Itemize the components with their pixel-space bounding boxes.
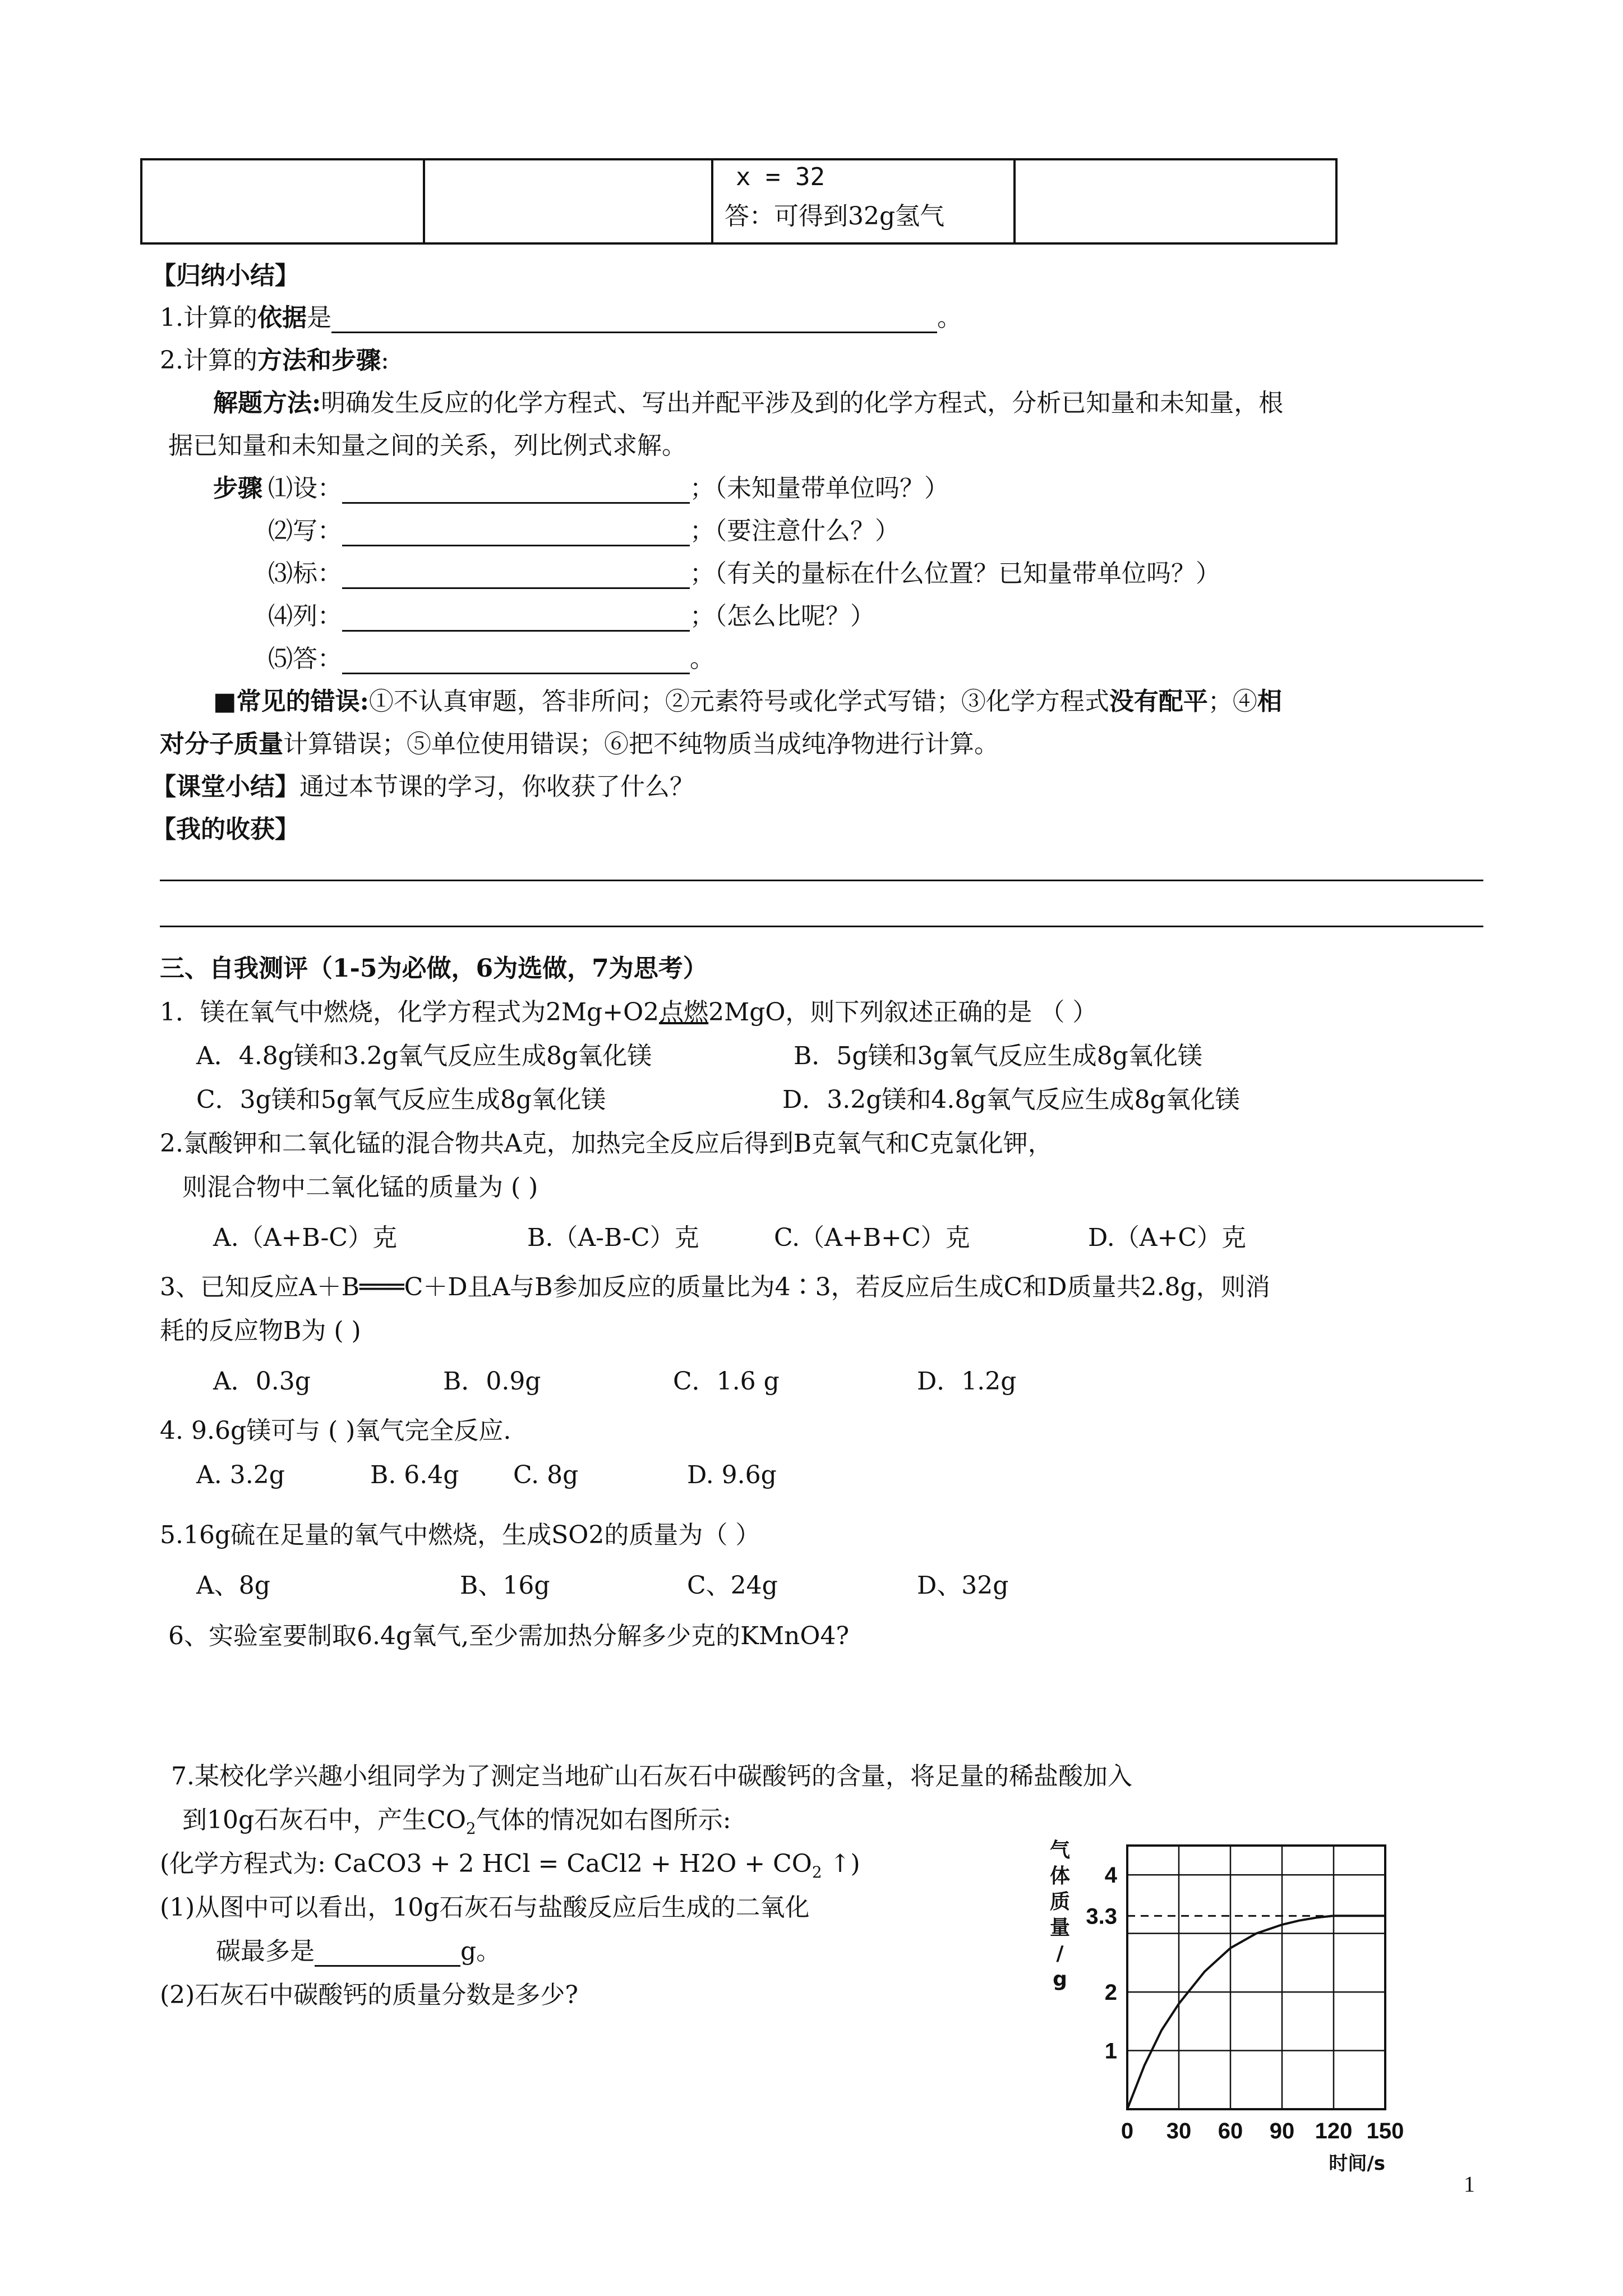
test-title: 三、自我测评（1-5为必做，6为选做，7为思考） bbox=[160, 954, 708, 983]
blank-line[interactable] bbox=[342, 602, 690, 632]
blank-line[interactable] bbox=[331, 303, 937, 333]
q7-sub1-line1: (1)从图中可以看出，10g石灰石与盐酸反应后生成的二氧化 bbox=[160, 1893, 810, 1922]
x-tick-label: 60 bbox=[1218, 2119, 1243, 2143]
table-answer-line1: x = 32 bbox=[736, 163, 825, 191]
errors-bold: 对分子质量 bbox=[160, 730, 283, 758]
co2-mass-chart bbox=[1043, 1834, 1436, 2175]
summary-q1-text2: 是 bbox=[306, 303, 331, 332]
y-tick-label: 1 bbox=[1104, 2039, 1117, 2064]
step-4 bbox=[268, 596, 875, 632]
blank-line[interactable] bbox=[342, 474, 690, 504]
q4-option-a[interactable]: A. 3.2g bbox=[196, 1461, 285, 1489]
summary-q2-bold: 方法和步骤 bbox=[257, 346, 381, 375]
q7-sub2: (2)石灰石中碳酸钙的质量分数是多少? bbox=[160, 1981, 578, 2009]
q7-line2 bbox=[182, 1800, 731, 1838]
blank-line[interactable] bbox=[342, 517, 690, 546]
q4-line: 4. 9.6g镁可与 ( )氧气完全反应. bbox=[160, 1416, 511, 1445]
step-label: ⑵写： bbox=[268, 517, 342, 545]
table-cell bbox=[712, 159, 1015, 243]
x-tick-label: 150 bbox=[1366, 2119, 1404, 2143]
q2-line2: 则混合物中二氧化锰的质量为 ( ) bbox=[182, 1173, 538, 1202]
x-axis-label: 时间/s bbox=[1329, 2152, 1385, 2175]
q2-option-a[interactable]: A.（A+B-C）克 bbox=[213, 1223, 398, 1252]
q7-line1: 7.某校化学兴趣小组同学为了测定当地矿山石灰石中碳酸钙的含量，将足量的稀盐酸加入 bbox=[171, 1762, 1132, 1791]
class-summary bbox=[151, 766, 694, 802]
step-1 bbox=[268, 468, 949, 504]
q7-line2-sub: 2 bbox=[465, 1819, 476, 1838]
step-note: 。 bbox=[690, 645, 714, 673]
step-note: ；（怎么比呢？） bbox=[690, 602, 875, 631]
y-tick-label: 4 bbox=[1104, 1863, 1117, 1888]
y-tick-label: 2 bbox=[1104, 1980, 1117, 2005]
table-answer-line2: 答：可得到32g氢气 bbox=[725, 202, 945, 231]
step-label: ⑶标： bbox=[268, 559, 342, 588]
q4-option-b[interactable]: B. 6.4g bbox=[370, 1461, 459, 1489]
errors-text: 计算错误；⑤单位使用错误；⑥把不纯物质当成纯净物进行计算。 bbox=[283, 730, 999, 758]
chart-frame bbox=[1127, 1846, 1385, 2109]
x-tick-label: 30 bbox=[1166, 2119, 1192, 2143]
class-summary-title: 【课堂小结】 bbox=[151, 772, 299, 801]
q1-option-a[interactable]: A．4.8g镁和3.2g氧气反应生成8g氧化镁 bbox=[196, 1042, 652, 1070]
q7-sub1-text: 碳最多是 bbox=[216, 1937, 315, 1966]
blank-line[interactable] bbox=[342, 559, 690, 589]
q7-sub1-line2 bbox=[216, 1931, 501, 1967]
blank-line[interactable] bbox=[342, 645, 690, 674]
q5-line: 5.16g硫在足量的氧气中燃烧，生成SO2的质量为（ ） bbox=[160, 1521, 760, 1549]
q3-option-d[interactable]: D．1.2g bbox=[917, 1367, 1017, 1396]
q3-line2: 耗的反应物B为 ( ) bbox=[160, 1317, 361, 1345]
step-5 bbox=[268, 638, 714, 674]
q7-eq-text: (化学方程式为: CaCO3 + 2 HCl = CaCl2 + H2O + CO bbox=[160, 1849, 812, 1878]
table-row bbox=[141, 159, 1336, 243]
step-label: ⑷列： bbox=[268, 602, 342, 631]
summary-q1-text: 1.计算的 bbox=[160, 303, 257, 332]
step-label: ⑴设： bbox=[268, 474, 342, 503]
q3-option-c[interactable]: C．1.6 g bbox=[673, 1367, 780, 1396]
x-tick-label: 0 bbox=[1121, 2119, 1134, 2143]
q7-line2-text: 到10g石灰石中，产生CO bbox=[182, 1806, 466, 1834]
x-tick-label: 90 bbox=[1269, 2119, 1295, 2143]
errors-text: ①不认真审题，答非所问；②元素符号或化学式写错；③化学方程式 bbox=[368, 687, 1109, 716]
step-note: ；（要注意什么？） bbox=[690, 517, 900, 545]
summary-q2-colon: : bbox=[380, 346, 389, 375]
q3-line1: 3、已知反应A＋B═══C＋D且A与B参加反应的质量比为4∶3，若反应后生成C和D质量共2.8g，则消 bbox=[160, 1273, 1270, 1301]
q7-line2-text2: 气体的情况如右图所示: bbox=[476, 1806, 731, 1834]
q1-option-b[interactable]: B．5g镁和3g氧气反应生成8g氧化镁 bbox=[794, 1042, 1202, 1070]
q5-option-a[interactable]: A、8g bbox=[196, 1571, 270, 1600]
step-note: ；（有关的量标在什么位置？已知量带单位吗？） bbox=[690, 559, 1220, 588]
class-summary-text: 通过本节课的学习，你收获了什么？ bbox=[299, 772, 694, 801]
step-label: ⑸答： bbox=[268, 645, 342, 673]
q3-option-b[interactable]: B．0.9g bbox=[443, 1367, 541, 1396]
errors-bold: 相 bbox=[1257, 687, 1282, 716]
q1-option-c[interactable]: C．3g镁和5g氧气反应生成8g氧化镁 bbox=[196, 1085, 606, 1114]
q7-sub1-unit: g。 bbox=[460, 1937, 501, 1966]
q2-line1: 2.氯酸钾和二氧化锰的混合物共A克，加热完全反应后得到B克氧气和C克氯化钾， bbox=[160, 1129, 1053, 1158]
q7-eq-sub: 2 bbox=[811, 1862, 822, 1881]
q1-option-d[interactable]: D．3.2g镁和4.8g氧气反应生成8g氧化镁 bbox=[782, 1085, 1240, 1114]
answer-line[interactable] bbox=[160, 926, 1483, 927]
summary-q1 bbox=[160, 297, 962, 333]
blank-line[interactable] bbox=[315, 1937, 460, 1967]
step-note: ；（未知量带单位吗？） bbox=[690, 474, 949, 503]
method-label: 解题方法: bbox=[213, 389, 321, 417]
answer-table bbox=[140, 158, 1338, 245]
x-tick-label: 120 bbox=[1315, 2119, 1353, 2143]
q2-option-b[interactable]: B.（A-B-C）克 bbox=[527, 1223, 699, 1252]
q7-eq-arrow: ↑) bbox=[822, 1849, 860, 1878]
q1-text2: 2MgO，则下列叙述正确的是 （ ） bbox=[708, 998, 1098, 1027]
q5-option-d[interactable]: D、32g bbox=[917, 1571, 1009, 1600]
step-3 bbox=[268, 553, 1220, 589]
method-line1 bbox=[213, 383, 1283, 418]
q4-option-d[interactable]: D. 9.6g bbox=[687, 1461, 777, 1489]
q1-text: 1．镁在氧气中燃烧，化学方程式为2Mg+O2 bbox=[160, 998, 660, 1027]
q6-line: 6、实验室要制取6.4g氧气,至少需加热分解多少克的KMnO4? bbox=[168, 1622, 850, 1650]
method-text: 明确发生反应的化学方程式、写出并配平涉及到的化学方程式，分析已知量和未知量，根 bbox=[321, 389, 1284, 417]
y-tick-label: 3.3 bbox=[1086, 1904, 1117, 1929]
gain-title: 【我的收获】 bbox=[151, 815, 299, 844]
summary-q2 bbox=[160, 340, 389, 376]
table-cell bbox=[424, 159, 712, 243]
q7-equation bbox=[160, 1843, 860, 1881]
q4-option-c[interactable]: C. 8g bbox=[513, 1461, 579, 1489]
summary-q1-bold: 依据 bbox=[257, 303, 307, 332]
errors-line1 bbox=[213, 681, 1282, 717]
q1-condition: 点燃 bbox=[659, 998, 709, 1027]
summary-q1-end: 。 bbox=[937, 303, 962, 332]
q2-option-d[interactable]: D.（A+C）克 bbox=[1088, 1223, 1247, 1252]
q1-stem bbox=[160, 992, 1097, 1028]
errors-bold: 没有配平 bbox=[1109, 687, 1208, 716]
method-line2: 据已知量和未知量之间的关系，列比例式求解。 bbox=[168, 431, 686, 460]
table-cell bbox=[1015, 159, 1336, 243]
q3-option-a[interactable]: A．0.3g bbox=[213, 1367, 311, 1396]
table-cell bbox=[141, 159, 424, 243]
q5-option-c[interactable]: C、24g bbox=[687, 1571, 778, 1600]
errors-text: ；④ bbox=[1207, 687, 1257, 716]
q2-option-c[interactable]: C.（A+B+C）克 bbox=[774, 1223, 970, 1252]
steps-label: 步骤 bbox=[213, 474, 262, 503]
step-2 bbox=[268, 510, 900, 546]
y-axis-label: 气体质量/ g bbox=[1049, 1839, 1071, 1991]
errors-label: ■常见的错误: bbox=[213, 687, 369, 716]
co2-curve bbox=[1127, 1916, 1385, 2109]
q5-option-b[interactable]: B、16g bbox=[460, 1571, 550, 1600]
errors-line2 bbox=[160, 724, 999, 760]
summary-title: 【归纳小结】 bbox=[151, 261, 299, 290]
answer-line[interactable] bbox=[160, 880, 1483, 881]
summary-q2-text: 2.计算的 bbox=[160, 346, 257, 375]
page-number: 1 bbox=[1464, 2171, 1475, 2197]
